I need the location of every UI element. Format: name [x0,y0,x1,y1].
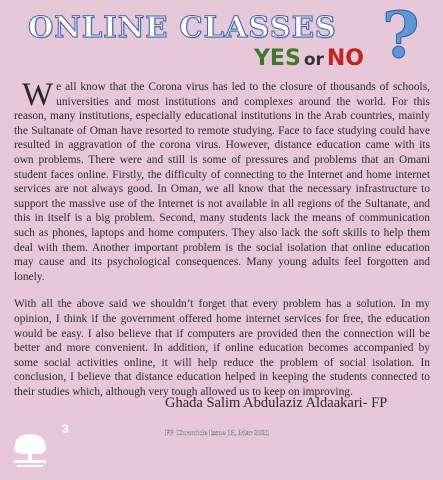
footer [0,418,443,480]
page-number: 3 [62,422,69,436]
page-title: ONLINE CLASSES [28,10,337,44]
paragraph-1-text: e all know that the Corona virus has led to the closure of thousands of schools, universities and most institutions and complexes around the world. For this reason, many institutions, especially educational institutions in the Arab countries, mainly the Sultanate of Oman have resorted to remote studying. Face to face studying could have resulted in aggravation of the corona virus. However, distance education came with its own problems. There were and still is some of pressures and problems that an Omani student faces online. Firstly, the difficulty of connecting to the Internet and home internet services are not always good. In Oman, we all know that the necessary infrastructure to support the massive use of the Internet is not available in all regions of the Sultanate, and this in itself is a big problem. Second, many students lack the means of communication such as phones, laptops and home computers. They also lack the soft skills to help them deal with them. Another important problem is the social isolation that online education may cause and its psychological consequences. Many young adults feel forgotten and lonely. [14,81,430,283]
paragraph-2-text: With all the above said we shouldn’t forget that every problem has a solution. In my opinion, I think if the government offered home internet services for free, the education would be easy. I also believe that if computers are provided then the connection will be better and more convenient. In addition, if online education becomes accompanied by some social activities online, it will help reduce the problem of social isolation. In conclusion, I believe that distance education helped in keeping the students connected to their studies which, although very tough allowed us to keep on improving. [14,298,430,398]
article-paragraph-1 [14,77,430,284]
header [0,0,443,80]
article-body [14,77,430,412]
question-mark-graphic: ? [382,0,420,73]
subtitle-yes-or-no [254,46,364,71]
issue-info: FP Chronicle Issue 15, Mar 2021 [165,428,270,437]
university-logo-icon [8,430,52,472]
subtitle-yes: YES [254,46,301,71]
subtitle-or: or [303,50,324,70]
subtitle-no: NO [326,46,365,71]
drop-cap: W [22,77,54,113]
article-paragraph-2 [14,297,430,399]
author-byline: Ghada Salim Abdulaziz Aldaakari- FP [165,395,388,411]
